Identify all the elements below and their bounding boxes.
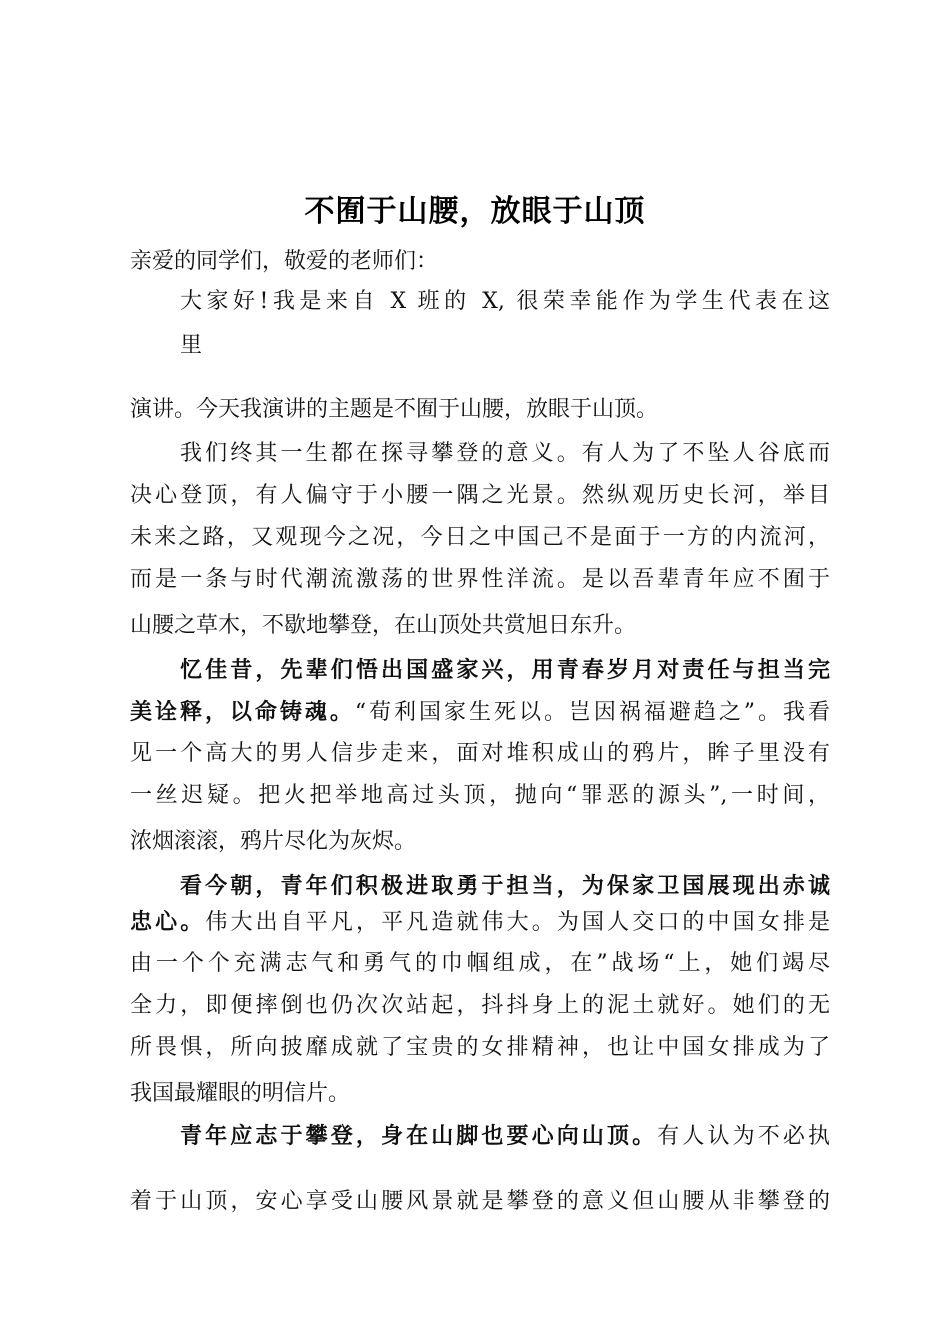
para3-line-2 (130, 906, 830, 939)
para2-bold-line-1: 忆佳昔，先辈们悟出国盛家兴，用青春岁月对责任与担当完 (180, 657, 830, 683)
para3-line-3: 由一个个充满志气和勇气的巾帼组成，在”战场“上，她们竭尽 (130, 951, 830, 976)
greeting-line: 亲爱的同学们，敬爱的老师们： (130, 249, 439, 274)
para1-line-4: 而是一条与时代潮流激荡的世界性洋流。是以吾辈青年应不囿于 (130, 567, 830, 592)
para4-rest: 有人认为不必执 (657, 1124, 830, 1149)
para3-line-5: 所畏惧，所向披靡成就了宝贵的女排精神，也让中国女排成为了 (130, 1035, 830, 1060)
para4-line-2: 着于山顶，安心享受山腰风景就是攀登的意义但山腰从非攀登的 (130, 1189, 830, 1214)
para3-rest: 伟大出自平凡，平凡造就伟大。为国人交口的中国女排是 (205, 910, 830, 935)
para3-bold-lead: 忠心。 (130, 909, 206, 935)
para1-line-2: 决心登顶，有人偏守于小腰一隅之光景。然纵观历史长河，举目 (130, 483, 830, 508)
para2-line-2 (130, 696, 830, 729)
para1-line-3: 未来之路，又观现今之况，今日之中国己不是面于一方的内流河， (130, 525, 830, 550)
para2-rest: “荀利国家生死以。岂因祸福避趋之”。我看 (354, 700, 830, 725)
para2-bold-lead: 美诠释，以命铸魂。 (130, 699, 355, 725)
para1-line-5: 山腰之草木，不歇地攀登，在山顶处共赏旭日东升。 (130, 613, 637, 638)
page-title: 不囿于山腰，放眼于山顶 (304, 194, 646, 229)
intro-line-2: 里 (180, 333, 203, 358)
intro-line-3: 演讲。今天我演讲的主题是不囿于山腰，放眼于山顶。 (130, 397, 659, 422)
para4-line-1 (180, 1120, 830, 1153)
para4-bold-lead: 青年应志于攀登，身在山脚也要心向山顶。 (180, 1123, 658, 1149)
para3-line-4: 全力，即便摔倒也仍次次站起，抖抖身上的泥土就好。她们的无 (130, 993, 830, 1018)
para1-line-1: 我们终其一生都在探寻攀登的意义。有人为了不坠人谷底而 (180, 441, 830, 466)
para3-bold-line-1: 看今朝，青年们积极进取勇于担当，为保家卫国展现出赤诚 (180, 873, 830, 899)
para2-line-4: 一丝迟疑。把火把举地高过头顶，抛向“罪恶的源头”,一时间， (130, 783, 830, 808)
para3-line-6: 我国最耀眼的明信片。 (130, 1081, 351, 1106)
para2-line-3: 见一个高大的男人信步走来，面对堆积成山的鸦片，眸子里没有 (130, 741, 830, 766)
intro-line-1: 大家好!我是来自 X 班的 X, 很荣幸能作为学生代表在这 (180, 289, 830, 314)
para2-line-5: 浓烟滚滚，鸦片尽化为灰烬。 (130, 829, 417, 854)
